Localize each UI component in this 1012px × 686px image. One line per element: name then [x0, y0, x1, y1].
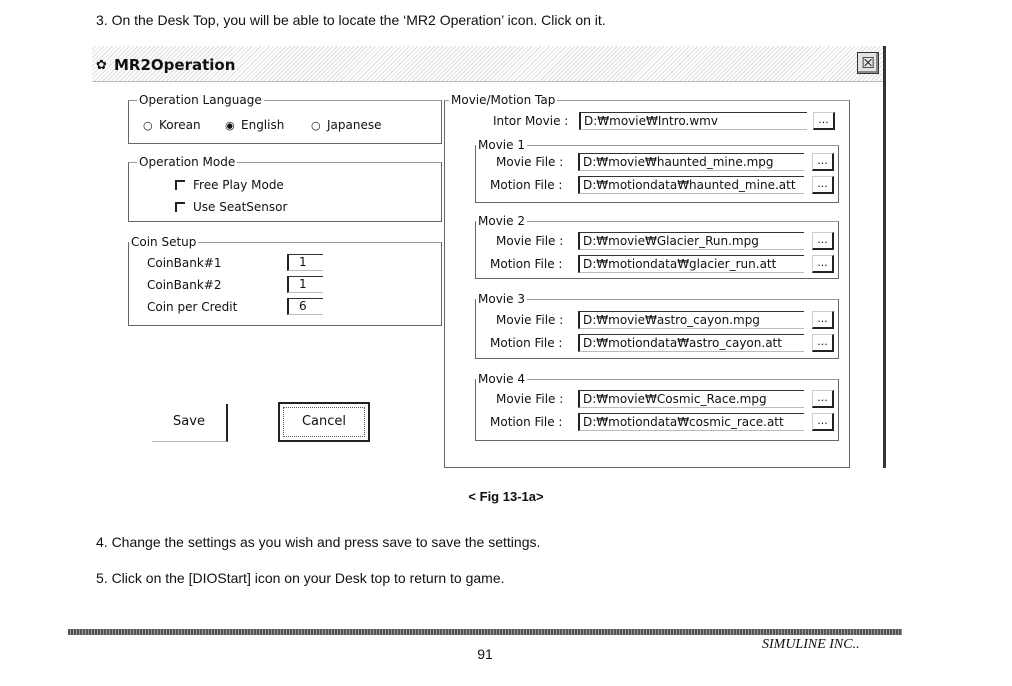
movie-motion-tap-legend: Movie/Motion Tap — [451, 93, 556, 107]
movie-3-motion-label: Motion File : — [490, 336, 563, 350]
movie-3-file-input[interactable]: D:₩movie₩astro_cayon.mpg — [578, 311, 804, 329]
free-play-label: Free Play Mode — [193, 178, 284, 192]
seat-sensor-checkbox[interactable] — [175, 199, 287, 215]
movie-1-file-input[interactable]: D:₩movie₩haunted_mine.mpg — [578, 153, 804, 171]
radio-japanese-label: Japanese — [327, 118, 382, 132]
radio-japanese-icon: ○ — [311, 119, 321, 132]
radio-korean[interactable] — [143, 117, 201, 134]
operation-mode-legend: Operation Mode — [139, 155, 236, 169]
close-button[interactable]: ☒ — [857, 52, 879, 74]
radio-english-icon: ◉ — [225, 119, 235, 132]
movie-1-motion-input[interactable]: D:₩motiondata₩haunted_mine.att — [578, 176, 804, 194]
page-number: 91 — [477, 646, 493, 662]
movie-4-motion-browse-button[interactable]: ... — [812, 413, 834, 431]
intro-movie-path-input[interactable]: D:₩movie₩Intro.wmv — [579, 112, 807, 130]
movie-4-file-label: Movie File : — [496, 392, 564, 406]
step-5-instruction: 5. Click on the [DIOStart] icon on your Desk top to return to game. — [96, 570, 505, 586]
cancel-focus-rect — [283, 407, 365, 437]
coin-setup-legend: Coin Setup — [131, 235, 197, 249]
movie-4-legend: Movie 4 — [478, 372, 525, 386]
movie-2-motion-input[interactable]: D:₩motiondata₩glacier_run.att — [578, 255, 804, 273]
movie-2-file-input[interactable]: D:₩movie₩Glacier_Run.mpg — [578, 232, 804, 250]
seat-sensor-label: Use SeatSensor — [193, 200, 288, 214]
operation-mode-group — [128, 155, 442, 222]
movie-2-legend: Movie 2 — [478, 214, 525, 228]
intro-movie-label: Intor Movie : — [493, 114, 569, 128]
coin-setup-group — [128, 235, 442, 326]
title-bar[interactable] — [92, 46, 883, 82]
movie-2-motion-label: Motion File : — [490, 257, 563, 271]
movie-1-motion-browse-button[interactable]: ... — [812, 176, 834, 194]
movie-3-file-label: Movie File : — [496, 313, 564, 327]
movie-1-legend: Movie 1 — [478, 138, 525, 152]
coinbank-1-input[interactable]: 1 — [287, 254, 323, 271]
cancel-button-label: Cancel — [301, 414, 347, 429]
movie-3-group — [475, 292, 839, 359]
radio-english[interactable] — [225, 117, 284, 134]
movie-4-file-browse-button[interactable]: ... — [812, 390, 834, 408]
movie-3-motion-browse-button[interactable]: ... — [812, 334, 834, 352]
movie-2-file-label: Movie File : — [496, 234, 564, 248]
step-3-instruction: 3. On the Desk Top, you will be able to locate the ‘MR2 Operation’ icon. Click on it. — [96, 12, 606, 28]
operation-language-group — [128, 93, 442, 144]
app-logo-icon: ✿ — [96, 58, 107, 73]
movie-1-group — [475, 138, 839, 203]
coinbank-1-label: CoinBank#1 — [147, 256, 222, 270]
radio-english-label: English — [241, 118, 285, 132]
movie-4-motion-label: Motion File : — [490, 415, 563, 429]
free-play-checkbox[interactable] — [175, 177, 284, 193]
movie-2-motion-browse-button[interactable]: ... — [812, 255, 834, 273]
save-button[interactable]: Save — [152, 404, 228, 442]
movie-2-file-browse-button[interactable]: ... — [812, 232, 834, 250]
movie-4-file-input[interactable]: D:₩movie₩Cosmic_Race.mpg — [578, 390, 804, 408]
mr2-operation-dialog — [92, 46, 886, 468]
radio-korean-icon: ○ — [143, 119, 153, 132]
coin-per-credit-label: Coin per Credit — [147, 300, 238, 314]
movie-1-file-browse-button[interactable]: ... — [812, 153, 834, 171]
movie-motion-tap-group — [444, 93, 850, 468]
company-name: SIMULINE INC.. — [762, 637, 860, 652]
radio-japanese[interactable] — [311, 117, 382, 134]
movie-3-file-browse-button[interactable]: ... — [812, 311, 834, 329]
movie-1-file-label: Movie File : — [496, 155, 564, 169]
free-play-checkbox-icon — [175, 180, 185, 190]
radio-korean-label: Korean — [159, 118, 201, 132]
movie-2-group — [475, 214, 839, 279]
movie-1-motion-label: Motion File : — [490, 178, 563, 192]
coin-per-credit-input[interactable]: 6 — [287, 298, 323, 315]
coinbank-2-label: CoinBank#2 — [147, 278, 222, 292]
window-title: MR2Operation — [114, 56, 236, 74]
movie-3-legend: Movie 3 — [478, 292, 525, 306]
movie-4-motion-input[interactable]: D:₩motiondata₩cosmic_race.att — [578, 413, 804, 431]
seat-sensor-checkbox-icon — [175, 202, 185, 212]
movie-4-group — [475, 372, 839, 441]
cancel-button[interactable] — [278, 402, 370, 442]
footer-divider — [68, 629, 902, 635]
figure-caption: < Fig 13-1a> — [468, 489, 544, 504]
step-4-instruction: 4. Change the settings as you wish and press save to save the settings. — [96, 534, 541, 550]
coinbank-2-input[interactable]: 1 — [287, 276, 323, 293]
intro-movie-browse-button[interactable]: ... — [813, 112, 835, 130]
operation-language-legend: Operation Language — [139, 93, 262, 107]
movie-3-motion-input[interactable]: D:₩motiondata₩astro_cayon.att — [578, 334, 804, 352]
